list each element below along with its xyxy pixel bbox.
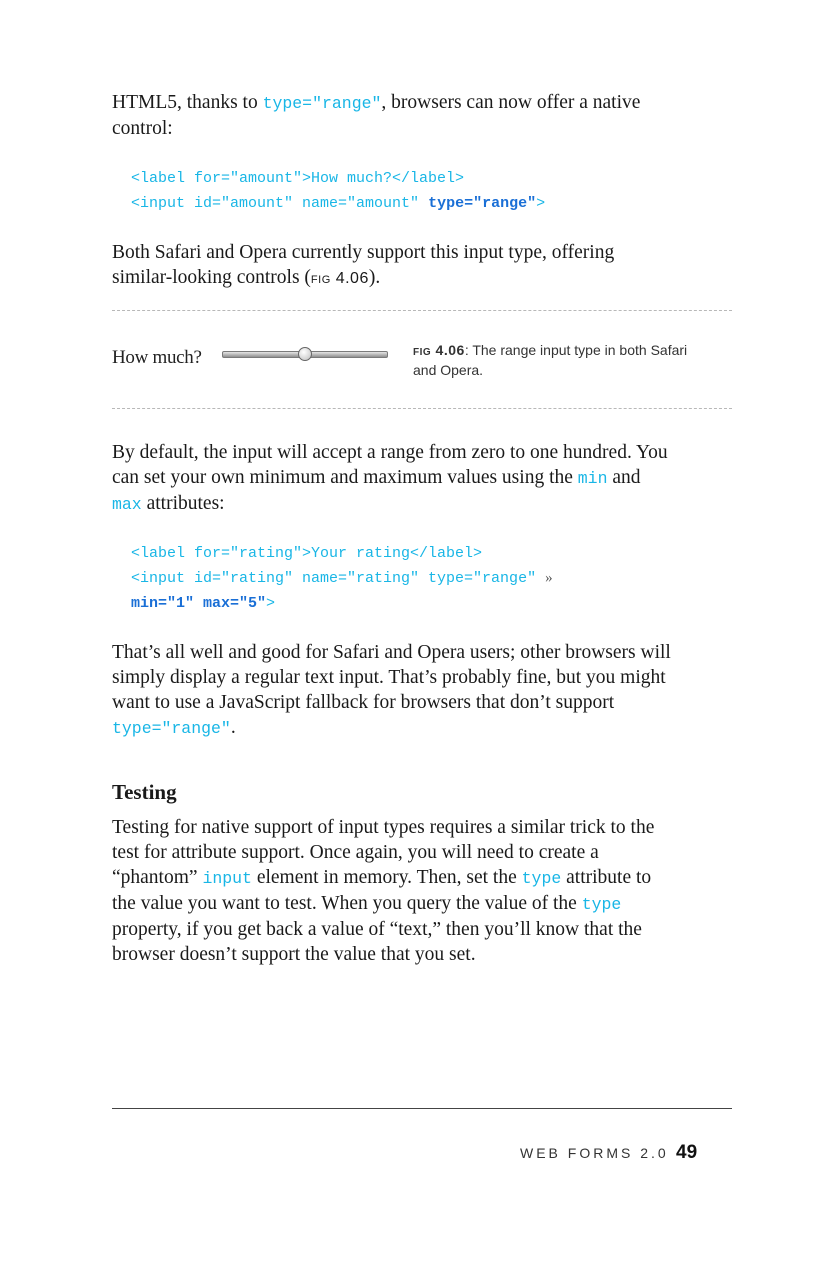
paragraph-default-range: [112, 440, 672, 517]
code-line: [131, 191, 545, 216]
figure-reference: fig 4.06: [310, 270, 369, 287]
text: attribute to the value you want to test. When you query the value of the: [112, 867, 652, 914]
inline-code: type: [581, 895, 622, 914]
text: Testing for native support of input types requires a similar trick to the test for attribute support. Once again, you will need to create a “phantom”: [112, 817, 655, 888]
code-block-amount: [131, 166, 545, 216]
code-text: <input id="rating" name="rating" type="range": [131, 570, 546, 587]
section-heading: Testing: [112, 780, 177, 804]
text: ).: [368, 267, 381, 288]
code-line: <label for="amount">How much?</label>: [131, 170, 465, 187]
paragraph-fallback: [112, 640, 672, 741]
caption-text: : The range input type in both Safari and Opera.: [413, 342, 688, 378]
figure-number: fig 4.06: [413, 342, 465, 358]
text: attributes:: [141, 493, 225, 514]
text: and: [607, 467, 641, 488]
figure-top-divider: [112, 310, 732, 311]
text: , browsers can now offer a native control:: [112, 92, 641, 139]
inline-code: type="range": [112, 719, 231, 738]
inline-code: type: [521, 869, 562, 888]
footer-rule: [112, 1108, 732, 1109]
slider-thumb: [298, 347, 312, 361]
inline-code: type="range": [262, 94, 382, 113]
figure-bottom-divider: [112, 408, 732, 409]
code-text: >: [536, 195, 546, 212]
code-text: >: [266, 595, 276, 612]
running-head: WEB FORMS 2.0: [520, 1145, 669, 1161]
code-highlight: type="range": [428, 195, 537, 212]
continuation-marker: »: [545, 570, 553, 586]
paragraph-support: [112, 240, 672, 291]
code-block-rating: [131, 541, 553, 616]
code-line: <label for="rating">Your rating</label>: [131, 545, 483, 562]
figure-caption: [413, 340, 703, 380]
text: Both Safari and Opera currently support this input type, offering similar-looking controls (: [112, 242, 615, 288]
code-text: <input id="amount" name="amount": [131, 195, 429, 212]
code-line: [131, 591, 553, 616]
figure-range-slider-image: [112, 342, 392, 378]
text: That’s all well and good for Safari and Opera users; other browsers will simply display a regular text input. That’s probably fine, but you might want to use a JavaScript fallback for browsers that don’t support: [112, 642, 671, 713]
code-line: [131, 566, 553, 591]
text: .: [230, 717, 236, 738]
text: By default, the input will accept a range from zero to one hundred. You can set your own minimum and maximum values using the: [112, 442, 668, 488]
code-highlight: min="1" max="5": [131, 595, 267, 612]
inline-code: min: [577, 469, 608, 488]
paragraph-testing: [112, 815, 672, 967]
figure-slider-label: How much?: [112, 347, 202, 368]
inline-code: max: [112, 495, 142, 514]
text: element in memory. Then, set the: [251, 867, 522, 888]
inline-code: input: [202, 869, 252, 888]
page-number: 49: [676, 1142, 698, 1163]
paragraph-intro: [112, 90, 672, 141]
text: HTML5, thanks to: [112, 92, 263, 113]
text: property, if you get back a value of “text,” then you’ll know that the browser doesn’t support the value that you set.: [112, 919, 642, 965]
